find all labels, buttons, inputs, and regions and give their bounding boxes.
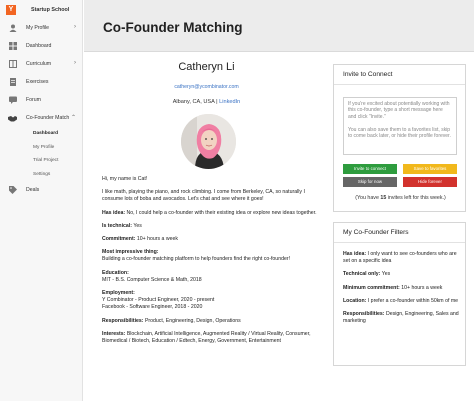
invite-card (333, 64, 466, 212)
invites-suffix: invites left for this week.) (386, 195, 446, 201)
field-value: Y Combinator - Product Engineer, 2020 - present Facebook - Software Engineer, 2018 - 2020 (102, 297, 215, 311)
field-commitment (102, 236, 324, 243)
profile-location-line (84, 99, 329, 105)
field-value: Building a co-founder matching platform to help founders find the right co-founder! (102, 256, 291, 263)
yc-logo: Y (6, 5, 16, 15)
field-education (102, 270, 324, 284)
hide-forever-button[interactable]: Hide forever (403, 177, 457, 187)
sidebar-subitem-settings[interactable]: Settings (33, 171, 51, 177)
sidebar-item-exercises[interactable] (0, 73, 82, 91)
field-value: No, I could help a co-founder with their existing idea or explore new ideas together. (126, 209, 317, 216)
filter-value: 10+ hours a week (401, 284, 443, 291)
sidebar-item-label: My Profile (26, 25, 50, 31)
filter-label: Technical only: (343, 271, 381, 278)
book-icon (8, 60, 17, 68)
sidebar-item-my-profile[interactable] (0, 19, 82, 37)
field-value: Product, Engineering, Design, Operations (144, 317, 241, 324)
filter-label: Has idea: (343, 251, 367, 257)
field-has-idea (102, 210, 324, 217)
chevron-up-icon: ⌃ (70, 115, 76, 121)
profile-email-link[interactable]: catheryn@ycombinator.com (174, 84, 239, 90)
filter-location (343, 298, 461, 305)
chevron-right-icon: › (74, 24, 76, 30)
field-most-impressive (102, 249, 324, 263)
field-employment (102, 290, 324, 312)
filter-responsibilities (343, 311, 461, 325)
invites-remaining (334, 195, 467, 201)
sidebar-item-co-founder-match[interactable] (0, 109, 82, 127)
filter-label: Responsibilities: (343, 311, 385, 318)
sidebar-item-label: Exercises (26, 79, 49, 85)
field-value: 10+ hours a week (136, 236, 178, 243)
field-interests (102, 331, 324, 345)
document-icon (8, 78, 17, 86)
field-label: Education: (102, 269, 129, 276)
field-responsibilities (102, 318, 324, 325)
invite-message-input[interactable] (343, 97, 457, 155)
chat-icon (8, 96, 17, 104)
filter-has-idea (343, 251, 461, 265)
profile-name: Catheryn Li (178, 61, 235, 73)
page-title: Co-Founder Matching (103, 20, 243, 35)
field-value: MIT - B.S. Computer Science & Math, 2018 (102, 276, 202, 283)
filter-value: I prefer a co-founder within 50km of me (367, 297, 459, 304)
skip-button[interactable]: Skip for now (343, 177, 397, 187)
filter-value: Design, Engineering, Sales and marketing (343, 311, 459, 325)
invites-prefix: (You have (355, 195, 381, 201)
filter-technical-only (343, 271, 461, 278)
field-is-technical (102, 223, 324, 230)
field-value: Yes (133, 222, 142, 229)
field-label: Is technical: (102, 222, 132, 229)
sidebar-subitem-trial-project[interactable]: Trial Project (33, 158, 59, 164)
sidebar-item-label: Deals (26, 187, 40, 193)
sidebar-item-curriculum[interactable] (0, 55, 82, 73)
sidebar-item-dashboard[interactable] (0, 37, 82, 55)
profile-about: I like math, playing the piano, and rock climbing. I come from Berkeley, CA, so naturally I consume lots of boba and avocados. Let's chat and see where it goes! (102, 189, 305, 203)
sidebar-subitem-dashboard[interactable]: Dashboard (33, 131, 59, 137)
filters-list (343, 251, 461, 331)
field-label: Commitment: (102, 236, 136, 243)
sidebar-subitem-my-profile[interactable]: My Profile (33, 144, 55, 150)
invite-message-placeholder: If you're excited about potentially working with this co-founder, type a short message here and click "Invite." You can also save them to a favorites list, skip to come back later, or hide their profile forever. (348, 101, 451, 140)
filter-label: Location: (343, 297, 367, 304)
handshake-icon (8, 114, 17, 122)
field-label: Employment: (102, 290, 135, 297)
invite-button[interactable]: Invite to connect (343, 164, 397, 174)
dashboard-icon (8, 42, 17, 50)
sidebar-item-label: Co-Founder Match (26, 115, 70, 121)
user-icon (8, 24, 17, 32)
chevron-right-icon: › (74, 60, 76, 66)
profile-photo (181, 114, 236, 169)
sidebar-item-label: Forum (26, 97, 41, 103)
save-to-favorites-button[interactable]: Save to favorites (403, 164, 457, 174)
sidebar-item-forum[interactable] (0, 91, 82, 109)
linkedin-link[interactable]: LinkedIn (219, 99, 241, 105)
field-label: Interests: (102, 330, 126, 337)
filters-card (333, 222, 466, 366)
invites-count: 15 (380, 195, 387, 201)
field-label: Responsibilities: (102, 317, 144, 324)
sidebar-item-deals[interactable] (0, 181, 82, 199)
filter-minimum-commitment (343, 285, 461, 292)
filter-label: Minimum commitment: (343, 284, 400, 291)
profile-location: Albany, CA, USA (172, 99, 215, 105)
sidebar-item-label: Dashboard (26, 43, 52, 49)
page-header (84, 0, 474, 52)
filter-value: I only want to see co-founders who are set on a specific idea (343, 251, 457, 265)
invite-card-title: Invite to Connect (334, 65, 465, 85)
filters-card-title: My Co-Founder Filters (334, 223, 465, 243)
tag-icon (8, 186, 17, 194)
profile-bio (102, 176, 324, 351)
brand-name: Startup School (31, 6, 70, 13)
field-label: Most impressive thing: (102, 249, 159, 256)
sidebar-item-label: Curriculum (26, 61, 52, 67)
separator: | (216, 99, 218, 105)
profile-intro: Hi, my name is Cat! (102, 176, 148, 182)
sidebar (0, 0, 83, 401)
profile-panel (84, 52, 329, 401)
brand[interactable] (0, 0, 82, 19)
filter-value: Yes (381, 271, 391, 278)
field-value: Blockchain, Artificial Intelligence, Augmented Reality / Virtual Reality, Consumer, Biomedical / Biotech, Education / Edtech, Energy, Government, Entertainment (102, 330, 311, 345)
field-label: Has idea: (102, 209, 126, 216)
